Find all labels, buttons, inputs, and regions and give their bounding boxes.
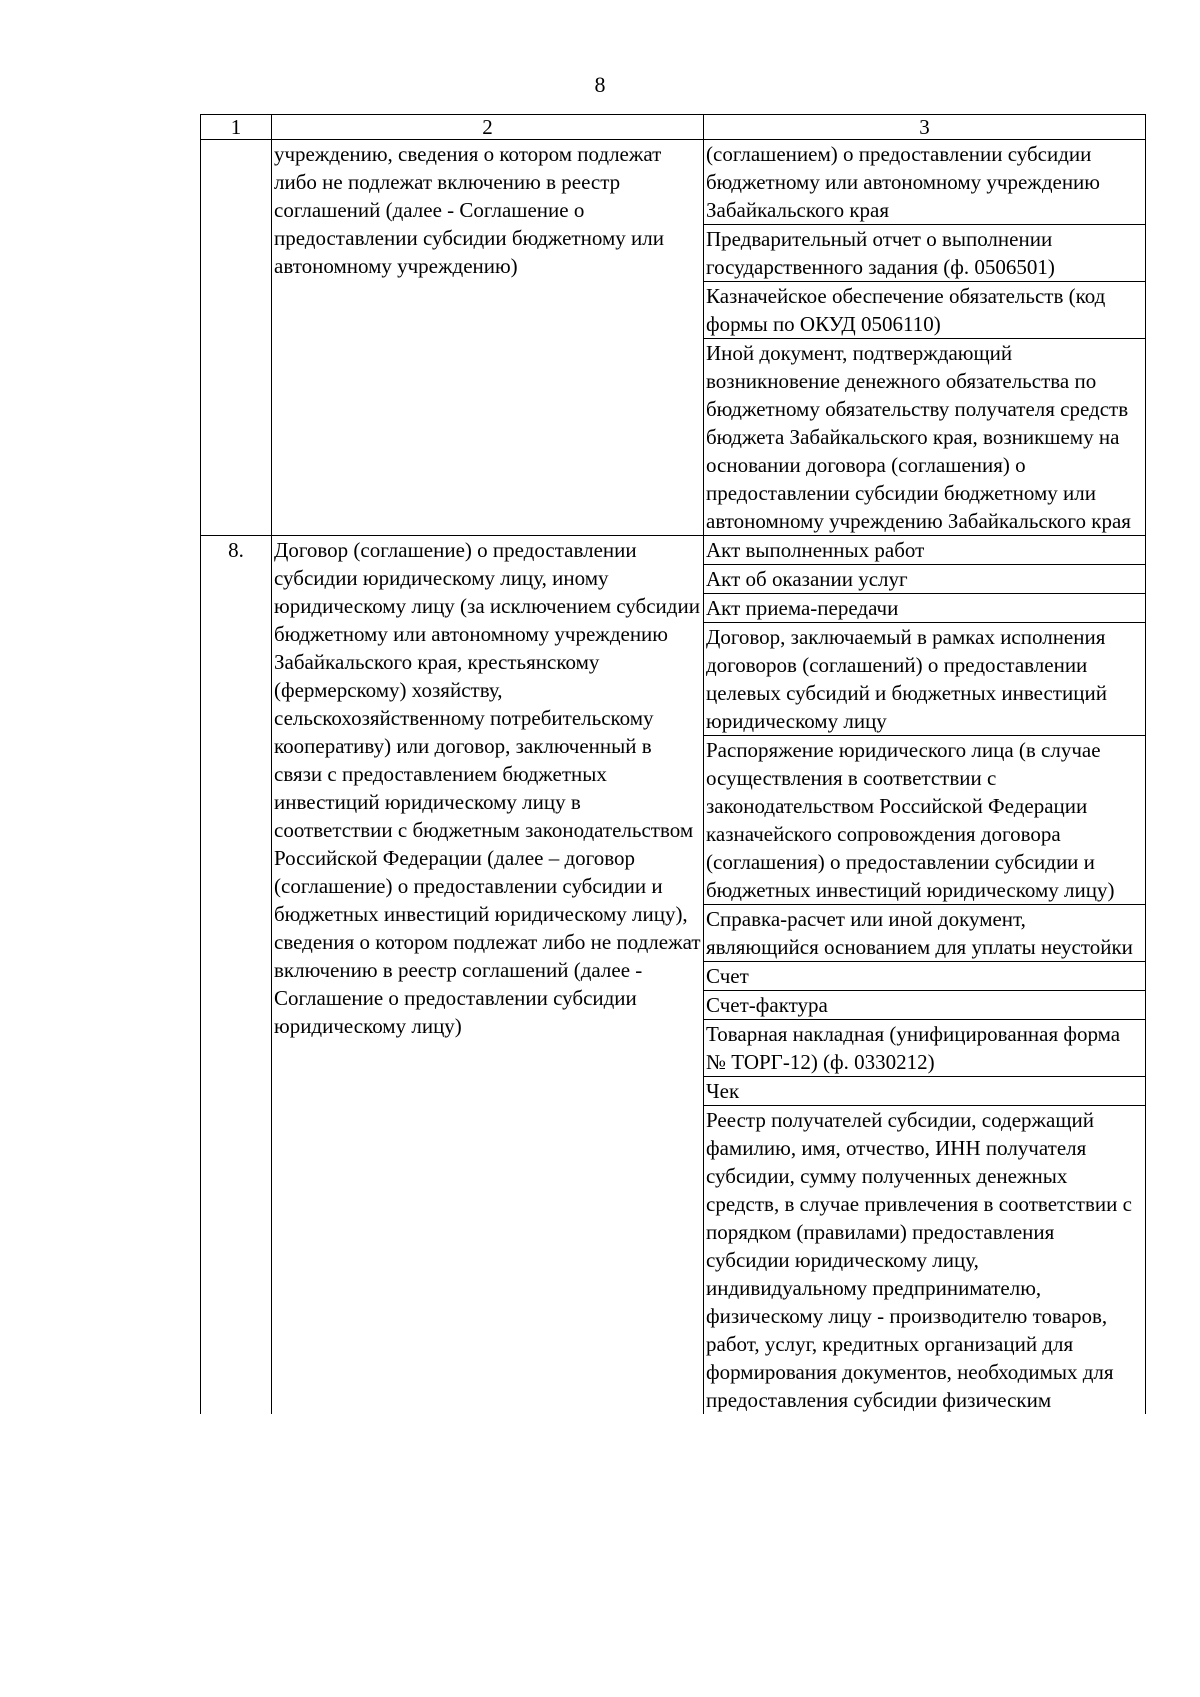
document-item: Акт выполненных работ <box>704 536 1145 565</box>
document-item: Счет-фактура <box>704 991 1145 1020</box>
document-item: Товарная накладная (унифицированная форма № ТОРГ-12) (ф. 0330212) <box>704 1020 1145 1077</box>
document-item: Распоряжение юридического лица (в случае осуществления в соответствии с законодательством Российской Федерации казначейского сопровождения договора (соглашения) о предоставлении субсидии и бюджетных инвестиций юридическому лицу) <box>704 736 1145 905</box>
header-col-3: 3 <box>704 115 1146 140</box>
document-item: Казначейское обеспечение обязательств (код формы по ОКУД 0506110) <box>704 282 1145 339</box>
row-documents <box>704 140 1146 536</box>
document-item: Реестр получателей субсидии, содержащий фамилию, имя, отчество, ИНН получателя субсидии, сумму полученных денежных средств, в случае привлечения в соответствии с порядком (правилами) предоставления субсидии юридическому лицу, индивидуальному предпринимателю, физическому лицу - производителю товаров, работ, услуг, кредитных организаций для формирования документов, необходимых для предоставления субсидии физическим <box>706 1108 1132 1412</box>
row-number: 8. <box>201 536 272 1415</box>
document-item: Иной документ, подтверждающий возникновение денежного обязательства по бюджетному обязательству получателя средств бюджета Забайкальского края, возникшему на основании договора (соглашения) о предоставлении субсидии бюджетному или автономному учреждению Забайкальского края <box>706 341 1131 533</box>
header-col-2: 2 <box>272 115 704 140</box>
document-item: Чек <box>704 1077 1145 1106</box>
row-documents <box>704 536 1146 1415</box>
row-description: учреждению, сведения о котором подлежат либо не подлежат включению в реестр соглашений (далее - Соглашение о предоставлении субсидии бюджетному или автономному учреждению) <box>272 140 704 536</box>
header-col-1: 1 <box>201 115 272 140</box>
document-item: Акт приема-передачи <box>704 594 1145 623</box>
row-description: Договор (соглашение) о предоставлении субсидии юридическому лицу, иному юридическому лицу (за исключением субсидии бюджетному или автономному учреждению Забайкальского края, крестьянскому (фермерскому) хозяйству, сельскохозяйственному потребительскому кооперативу) или договор, заключенный в связи с предоставлением бюджетных инвестиций юридическому лицу в соответствии с бюджетным законодательством Российской Федерации (далее – договор (соглашение) о предоставлении субсидии и бюджетных инвестиций юридическому лицу), сведения о котором подлежат либо не подлежат включению в реестр соглашений (далее - Соглашение о предоставлении субсидии юридическому лицу) <box>272 536 704 1415</box>
document-item: (соглашением) о предоставлении субсидии бюджетному или автономному учреждению Забайкальского края <box>704 140 1145 225</box>
row-number <box>201 140 272 536</box>
document-table <box>200 114 1146 1414</box>
table-row <box>201 140 1146 536</box>
document-item: Договор, заключаемый в рамках исполнения договоров (соглашений) о предоставлении целевых субсидий и бюджетных инвестиций юридическому лицу <box>704 623 1145 736</box>
document-item: Счет <box>704 962 1145 991</box>
document-item: Предварительный отчет о выполнении государственного задания (ф. 0506501) <box>704 225 1145 282</box>
document-item: Акт об оказании услуг <box>704 565 1145 594</box>
page-number: 8 <box>594 72 606 97</box>
table-header-row <box>201 115 1146 140</box>
document-item: Справка-расчет или иной документ, являющийся основанием для уплаты неустойки <box>704 905 1145 962</box>
table-row <box>201 536 1146 1415</box>
